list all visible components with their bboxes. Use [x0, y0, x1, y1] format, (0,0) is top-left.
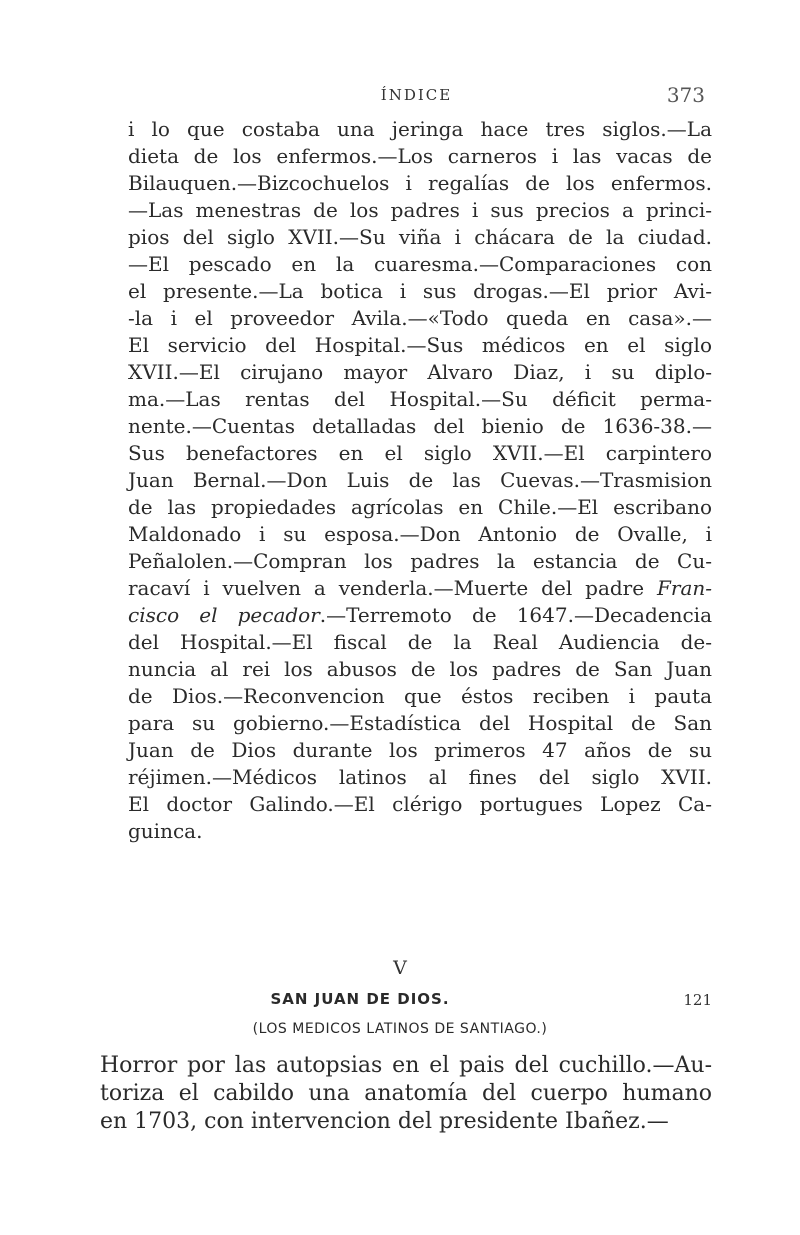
index-line: -la i el proveedor Avila.—«Todo queda en casa».— — [128, 306, 712, 330]
index-line: XVII.—El cirujano mayor Alvaro Diaz, i su diplo- — [128, 360, 712, 384]
index-line: Juan Bernal.—Don Luis de las Cuevas.—Trasmision — [128, 468, 712, 492]
index-line: guinca. — [128, 819, 203, 843]
italic-name: cisco el pecador — [128, 603, 320, 627]
index-line-text: .—Terremoto de 1647.—Decadencia — [319, 603, 713, 627]
index-line: Juan de Dios durante los primeros 47 años de su — [128, 738, 712, 762]
index-line: —Las menestras de los padres i sus precios a princi- — [128, 198, 712, 222]
index-line: i lo que costaba una jeringa hace tres siglos.—La — [128, 117, 712, 141]
chapter-line: Horror por las autopsias en el pais del cuchillo.—Au- — [100, 1053, 712, 1078]
chapter-summary — [100, 1052, 712, 1136]
index-line: nuncia al rei los abusos de los padres de San Juan — [128, 657, 712, 681]
chapter-line: en 1703, con intervencion del presidente Ibañez.— — [100, 1109, 669, 1134]
index-line: de Dios.—Reconvencion que éstos reciben i pauta — [128, 684, 712, 708]
italic-name: Fran- — [657, 576, 712, 600]
index-line-text: racaví i vuelven a venderla.—Muerte del padre — [128, 576, 657, 600]
index-line: para su gobierno.—Estadística del Hospital de San — [128, 711, 712, 735]
index-line: El servicio del Hospital.—Sus médicos en el siglo — [128, 333, 712, 357]
chapter-title: SAN JUAN DE DIOS. — [270, 990, 450, 1008]
index-line: El doctor Galindo.—El clérigo portugues Lopez Ca- — [128, 792, 712, 816]
index-line: dieta de los enfermos.—Los carneros i las vacas de — [128, 144, 712, 168]
index-line: réjimen.—Médicos latinos al fines del siglo XVII. — [128, 765, 712, 789]
index-entries — [128, 116, 712, 845]
index-line: —El pescado en la cuaresma.—Comparaciones con — [128, 252, 712, 276]
chapter-line: toriza el cabildo una anatomía del cuerpo humano — [100, 1081, 712, 1106]
index-line: pios del siglo XVII.—Su viña i chácara de la ciudad. — [128, 225, 712, 249]
chapter-subtitle: (LOS MEDICOS LATINOS DE SANTIAGO.) — [252, 1021, 548, 1037]
running-head — [128, 83, 705, 110]
index-line: nente.—Cuentas detalladas del bienio de 1636-38.— — [128, 414, 712, 438]
index-line — [128, 575, 712, 602]
index-line: Peñalolen.—Compran los padres la estancia de Cu- — [128, 549, 712, 573]
index-line: Maldonado i su esposa.—Don Antonio de Ovalle, i — [128, 522, 712, 546]
chapter-page-number: 121 — [683, 991, 712, 1009]
index-line: el presente.—La botica i sus drogas.—El prior Avi- — [128, 279, 712, 303]
index-line: ma.—Las rentas del Hospital.—Su déficit perma- — [128, 387, 712, 411]
index-line: Bilauquen.—Bizcochuelos i regalías de los enfermos. — [128, 171, 712, 195]
index-line: del Hospital.—El fiscal de la Real Audiencia de- — [128, 630, 712, 654]
page-number: 373 — [666, 83, 705, 107]
chapter-numeral: V — [393, 957, 407, 979]
index-line: de las propiedades agrícolas en Chile.—El escribano — [128, 495, 712, 519]
running-title: ÍNDICE — [380, 86, 453, 104]
index-line — [128, 602, 712, 629]
index-line: Sus benefactores en el siglo XVII.—El carpintero — [128, 441, 712, 465]
